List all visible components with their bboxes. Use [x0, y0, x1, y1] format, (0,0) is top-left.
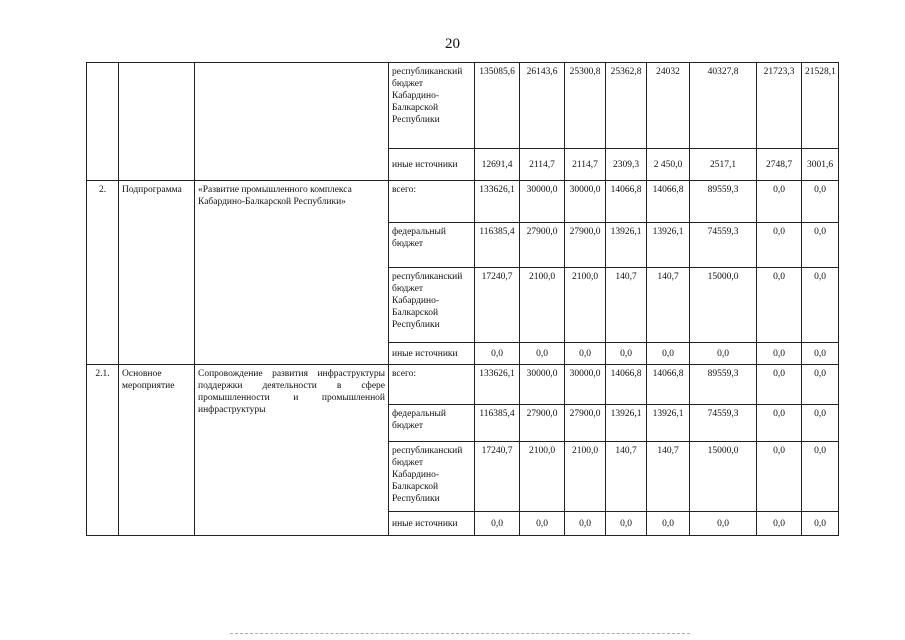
- value-year: 0,0: [757, 365, 802, 405]
- value-year: 0,0: [802, 512, 839, 536]
- value-year: 0,0: [757, 512, 802, 536]
- page-number: 20: [445, 36, 460, 52]
- value-year: 140,7: [606, 442, 647, 512]
- value-year: 30000,0: [520, 365, 565, 405]
- value-year: 140,7: [647, 268, 690, 343]
- value-year: 21528,1: [802, 63, 839, 149]
- row-title: Сопровождение развития инфраструктуры поддержки деятельности в сфере промышленности и промышленной инфраструктуры: [195, 365, 389, 536]
- value-total: 133626,1: [475, 181, 520, 223]
- value-year: 0,0: [565, 512, 606, 536]
- value-year: 24032: [647, 63, 690, 149]
- value-year: 15000,0: [690, 442, 757, 512]
- value-year: 0,0: [520, 343, 565, 365]
- value-year: 0,0: [757, 181, 802, 223]
- value-total: 17240,7: [475, 442, 520, 512]
- value-year: 2309,3: [606, 149, 647, 181]
- value-year: 0,0: [757, 405, 802, 442]
- value-year: 21723,3: [757, 63, 802, 149]
- value-year: 0,0: [690, 512, 757, 536]
- funding-source: федеральный бюджет: [389, 405, 475, 442]
- value-year: 0,0: [802, 268, 839, 343]
- value-year: 26143,6: [520, 63, 565, 149]
- budget-table: [86, 62, 839, 536]
- value-year: 0,0: [757, 223, 802, 268]
- value-year: 2748,7: [757, 149, 802, 181]
- value-year: 0,0: [757, 343, 802, 365]
- value-year: 0,0: [802, 181, 839, 223]
- empty-cell: [119, 63, 195, 181]
- value-year: 2114,7: [565, 149, 606, 181]
- value-year: 0,0: [802, 343, 839, 365]
- value-year: 0,0: [802, 442, 839, 512]
- value-year: 2 450,0: [647, 149, 690, 181]
- value-year: 25362,8: [606, 63, 647, 149]
- value-year: 14066,8: [606, 181, 647, 223]
- value-year: 74559,3: [690, 223, 757, 268]
- value-year: 0,0: [520, 512, 565, 536]
- value-year: 27900,0: [520, 405, 565, 442]
- value-year: 0,0: [690, 343, 757, 365]
- row-type: Основное мероприятие: [119, 365, 195, 536]
- value-year: 13926,1: [647, 405, 690, 442]
- value-year: 2517,1: [690, 149, 757, 181]
- value-total: 135085,6: [475, 63, 520, 149]
- value-year: 30000,0: [520, 181, 565, 223]
- value-year: 140,7: [647, 442, 690, 512]
- funding-source: республиканский бюджет Кабардино-Балкарской Республики: [389, 63, 475, 149]
- table-row: [87, 63, 839, 149]
- value-year: 27900,0: [520, 223, 565, 268]
- value-year: 13926,1: [606, 405, 647, 442]
- value-year: 2100,0: [520, 442, 565, 512]
- value-year: 2114,7: [520, 149, 565, 181]
- value-year: 30000,0: [565, 365, 606, 405]
- value-year: 89559,3: [690, 181, 757, 223]
- value-year: 0,0: [802, 405, 839, 442]
- funding-source: иные источники: [389, 343, 475, 365]
- value-year: 0,0: [757, 268, 802, 343]
- value-year: 30000,0: [565, 181, 606, 223]
- value-year: 0,0: [647, 343, 690, 365]
- value-year: 13926,1: [606, 223, 647, 268]
- table-row: [87, 181, 839, 223]
- value-year: 15000,0: [690, 268, 757, 343]
- value-total: 0,0: [475, 343, 520, 365]
- funding-source: иные источники: [389, 149, 475, 181]
- table-row: [87, 365, 839, 405]
- row-index: 2.: [87, 181, 119, 365]
- row-type: Подпрограмма: [119, 181, 195, 365]
- value-year: 89559,3: [690, 365, 757, 405]
- value-total: 116385,4: [475, 405, 520, 442]
- funding-source: всего:: [389, 181, 475, 223]
- funding-source: иные источники: [389, 512, 475, 536]
- value-total: 116385,4: [475, 223, 520, 268]
- value-total: 133626,1: [475, 365, 520, 405]
- value-year: 3001,6: [802, 149, 839, 181]
- row-title: «Развитие промышленного комплекса Кабардино-Балкарской Республики»: [195, 181, 389, 365]
- value-year: 0,0: [802, 365, 839, 405]
- value-total: 17240,7: [475, 268, 520, 343]
- value-year: 14066,8: [647, 365, 690, 405]
- value-year: 40327,8: [690, 63, 757, 149]
- value-year: 13926,1: [647, 223, 690, 268]
- value-year: 2100,0: [565, 442, 606, 512]
- funding-source: всего:: [389, 365, 475, 405]
- row-index: 2.1.: [87, 365, 119, 536]
- empty-cell: [87, 63, 119, 181]
- value-year: 14066,8: [606, 365, 647, 405]
- value-year: 27900,0: [565, 405, 606, 442]
- value-year: 0,0: [802, 223, 839, 268]
- value-year: 0,0: [757, 442, 802, 512]
- value-year: 14066,8: [647, 181, 690, 223]
- value-year: 0,0: [565, 343, 606, 365]
- value-year: 0,0: [606, 512, 647, 536]
- value-year: 74559,3: [690, 405, 757, 442]
- value-year: 2100,0: [520, 268, 565, 343]
- value-year: 140,7: [606, 268, 647, 343]
- funding-source: республиканский бюджет Кабардино-Балкарской Республики: [389, 268, 475, 343]
- value-total: 0,0: [475, 512, 520, 536]
- empty-cell: [195, 63, 389, 181]
- value-year: 25300,8: [565, 63, 606, 149]
- funding-source: республиканский бюджет Кабардино-Балкарской Республики: [389, 442, 475, 512]
- value-year: 27900,0: [565, 223, 606, 268]
- funding-source: федеральный бюджет: [389, 223, 475, 268]
- value-year: 0,0: [647, 512, 690, 536]
- scan-artifact: [230, 633, 690, 637]
- value-total: 12691,4: [475, 149, 520, 181]
- value-year: 0,0: [606, 343, 647, 365]
- value-year: 2100,0: [565, 268, 606, 343]
